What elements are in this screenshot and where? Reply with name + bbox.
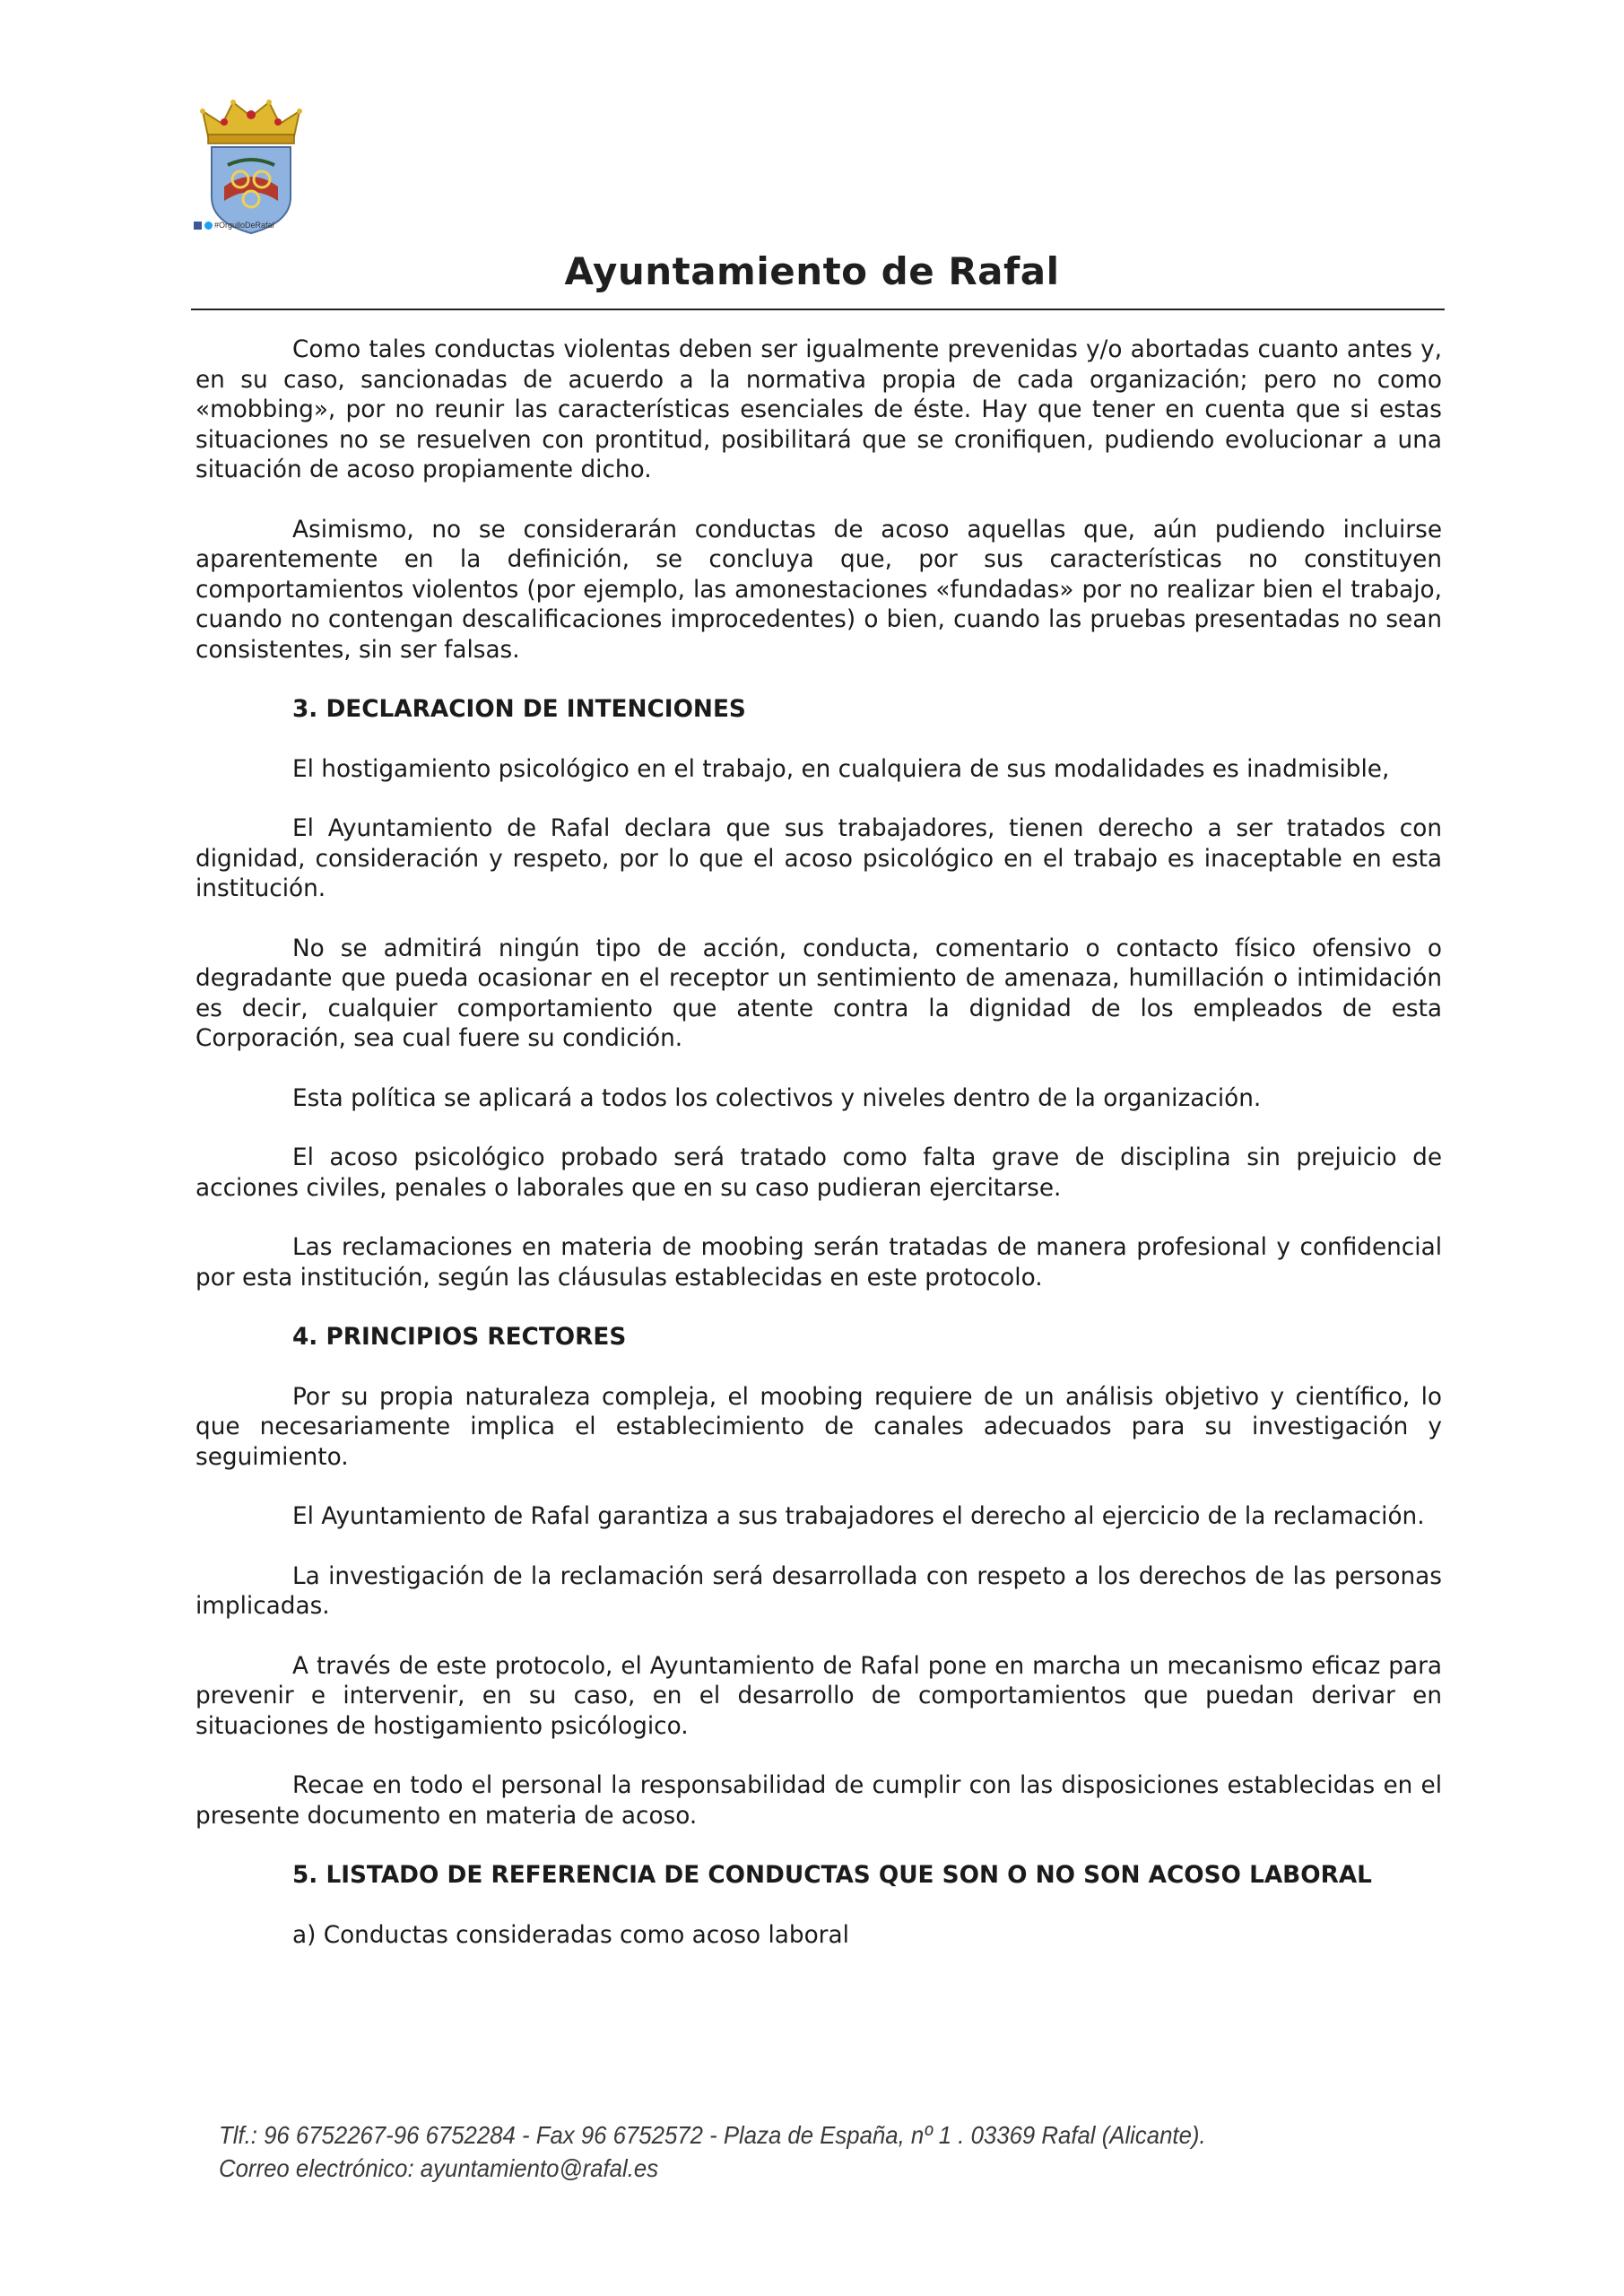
section-heading: 5. LISTADO DE REFERENCIA DE CONDUCTAS QUE SON O NO SON ACOSO LABORAL — [292, 1862, 1372, 1889]
body-paragraph: No se admitirá ningún tipo de acción, conducta, comentario o contacto físico ofensivo o degradante que pueda ocasionar en el receptor un sentimiento de amenaza, humillación o intimidación es decir, cualquier comportamiento que atente contra la dignidad de los empleados de esta Corporación, sea cual fuere su condición. — [195, 935, 1442, 1052]
body-paragraph: El Ayuntamiento de Rafal declara que sus trabajadores, tienen derecho a ser tratados con dignidad, consideración y respeto, por lo que el acoso psicológico en el trabajo es inaceptable en esta institución. — [195, 815, 1442, 902]
footer-contact-line: Tlf.: 96 6752267-96 6752284 - Fax 96 6752572 - Plaza de España, nº 1 . 03369 Rafal (Alicante). — [219, 2121, 1206, 2149]
body-paragraph: La investigación de la reclamación será desarrollada con respeto a los derechos de las personas implicadas. — [195, 1562, 1442, 1620]
page-title: Ayuntamiento de Rafal — [564, 249, 1060, 293]
body-paragraph: El Ayuntamiento de Rafal garantiza a sus trabajadores el derecho al ejercicio de la reclamación. — [292, 1503, 1425, 1530]
municipal-crest-logo — [188, 90, 314, 242]
crest-social-caption — [194, 221, 274, 230]
hashtag-text: #OrgulloDeRafal — [214, 221, 274, 230]
body-paragraph: El hostigamiento psicológico en el trabajo, en cualquiera de sus modalidades es inadmisible, — [292, 755, 1390, 783]
footer-email-line: Correo electrónico: ayuntamiento@rafal.es — [219, 2154, 659, 2182]
header-divider — [191, 309, 1445, 310]
body-paragraph: Recae en todo el personal la responsabilidad de cumplir con las disposiciones establecidas en el presente documento en materia de acoso. — [195, 1772, 1442, 1830]
twitter-icon — [204, 222, 213, 230]
body-paragraph: El acoso psicológico probado será tratado como falta grave de disciplina sin prejuicio de acciones civiles, penales o laborales que en su caso pudieran ejercitarse. — [195, 1144, 1442, 1202]
body-paragraph: Por su propia naturaleza compleja, el moobing requiere de un análisis objetivo y científico, lo que necesariamente implica el establecimiento de canales adecuados para su investigación y seguimiento. — [195, 1383, 1442, 1471]
body-paragraph: a) Conductas consideradas como acoso laboral — [292, 1921, 849, 1949]
body-paragraph: A través de este protocolo, el Ayuntamiento de Rafal pone en marcha un mecanismo eficaz para prevenir e intervenir, en su caso, en el desarrollo de comportamientos que puedan derivar en situaciones de hostigamiento psicólogico. — [195, 1652, 1442, 1740]
body-paragraph: Esta política se aplicará a todos los colectivos y niveles dentro de la organización. — [292, 1084, 1262, 1112]
body-paragraph: Como tales conductas violentas deben ser igualmente prevenidas y/o abortadas cuanto antes y, en su caso, sancionadas de acuerdo a la normativa propia de cada organización; pero no como «mobbing», por no reunir las características esenciales de éste. Hay que tener en cuenta que si estas situaciones no se resuelven con prontitud, posibilitará que se cronifiquen, pudiendo evolucionar a una situación de acoso propiamente dicho. — [195, 336, 1442, 483]
body-paragraph: Las reclamaciones en materia de moobing serán tratadas de manera profesional y confidencial por esta institución, según las cláusulas establecidas en este protocolo. — [195, 1234, 1442, 1292]
section-heading: 3. DECLARACION DE INTENCIONES — [292, 696, 746, 723]
facebook-icon — [194, 222, 202, 230]
document-body — [195, 335, 1442, 1980]
page-footer — [219, 2118, 1206, 2185]
body-paragraph: Asimismo, no se considerarán conductas de acoso aquellas que, aún pudiendo incluirse aparentemente en la definición, se concluya que, por sus características no constituyen comportamientos violentos (por ejemplo, las amonestaciones «fundadas» por no realizar bien el trabajo, cuando no contengan descalificaciones improcedentes) o bien, cuando las pruebas presentadas no sean consistentes, sin ser falsas. — [195, 516, 1442, 664]
section-heading: 4. PRINCIPIOS RECTORES — [292, 1324, 627, 1351]
